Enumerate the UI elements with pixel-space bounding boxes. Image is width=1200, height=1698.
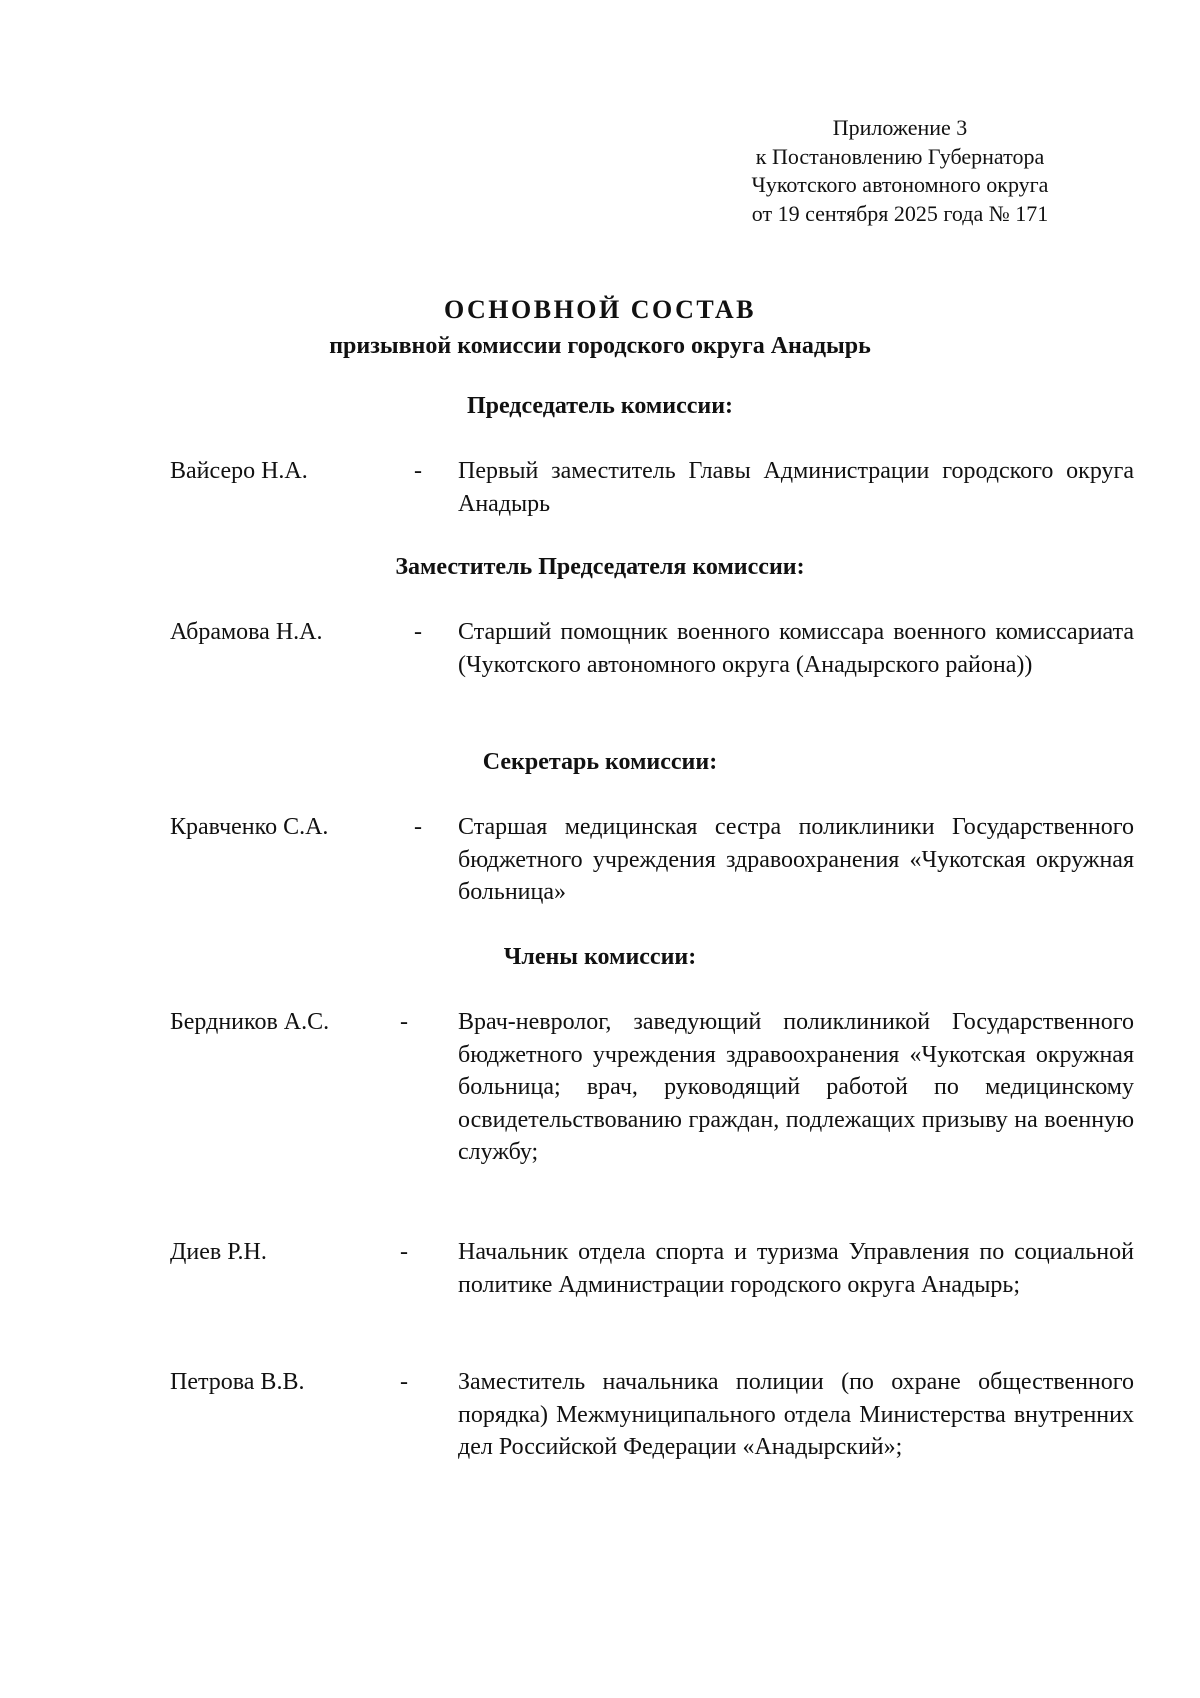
member-name: Бердников А.С. [170, 1009, 330, 1035]
member-role: Старшая медицинская сестра поликлиники Государственного бюджетного учреждения здравоохранения «Чукотская окружная больница» [458, 814, 1134, 905]
member-name: Абрамова Н.А. [170, 619, 323, 645]
member-role: Начальник отдела спорта и туризма Управления по социальной политике Администрации городского округа Анадырь; [458, 1239, 1134, 1298]
member-dash: - [414, 814, 422, 840]
appendix-line: Приложение 3 [832, 115, 968, 140]
document-subtitle: призывной комиссии городского округа Анадырь [329, 333, 871, 359]
appendix-line: Чукотского автономного округа [751, 172, 1049, 197]
member-role: Старший помощник военного комиссара военного комиссариата (Чукотского автономного округа (Анадырского района)) [458, 619, 1134, 678]
member-role: Первый заместитель Главы Администрации городского округа Анадырь [458, 458, 1134, 517]
member-name: Петрова В.В. [170, 1369, 305, 1395]
section-heading-deputy: Заместитель Председателя комиссии: [395, 554, 805, 580]
member-name: Вайсеро Н.А. [170, 458, 308, 484]
appendix-line: от 19 сентября 2025 года № 171 [751, 200, 1049, 226]
member-role: Врач-невролог, заведующий поликлиникой Государственного бюджетного учреждения здравоохранения «Чукотская окружная больница; врач, руководящий работой по медицинскому освидетельствованию граждан, подлежащих призыву на военную службу; [458, 1009, 1134, 1165]
appendix-line: к Постановлению Губернатора [755, 143, 1045, 169]
member-dash: - [414, 458, 422, 484]
member-dash: - [400, 1239, 408, 1265]
member-name: Диев Р.Н. [170, 1239, 267, 1265]
document-title: ОСНОВНОЙ СОСТАВ [443, 295, 757, 324]
member-name: Кравченко С.А. [170, 814, 329, 840]
section-heading-secretary: Секретарь комиссии: [482, 749, 718, 775]
member-dash: - [400, 1009, 408, 1035]
member-role: Заместитель начальника полиции (по охране общественного порядка) Межмуниципального отдела Министерства внутренних дел Российской Федерации «Анадырский»; [458, 1369, 1134, 1460]
member-dash: - [400, 1369, 408, 1395]
section-heading-members: Члены комиссии: [503, 944, 697, 970]
member-dash: - [414, 619, 422, 645]
appendix-block [700, 114, 1100, 228]
section-heading-chairman: Председатель комиссии: [466, 393, 734, 419]
